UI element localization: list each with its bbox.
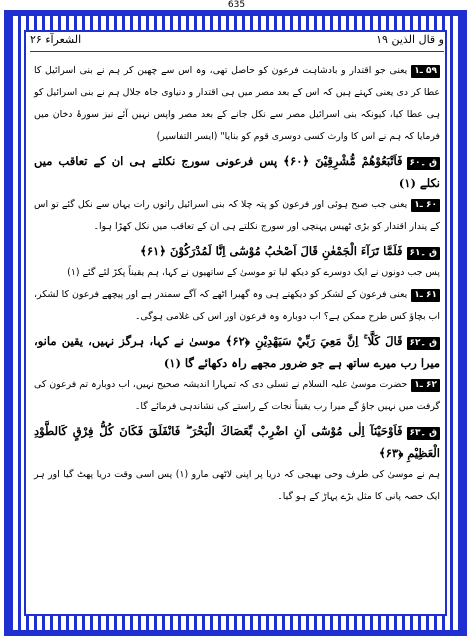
note-tag: ۶۰ ـ۱ — [411, 199, 440, 212]
tafsir-paragraph — [34, 284, 440, 328]
page-content — [34, 60, 440, 508]
paragraph-text: یعنی جو اقتدار و بادشاہت فرعون کو حاصل تھی، وہ اس سے چھین کر ہم نے بنی اسرائیل کا عطا کر دی یعنی کہتے ہیں کہ اس کے بعد مصر میں ہی اقتدار و دنیاوی جاہ جلال ہم نے بنی اسرائیل کو ہی عطا کیا، کیونکہ بنی اسرائیل مصر سے نکل جانے کے بعد مصر واپس نہیں آئے نیز سورۂ دخان میں فرمایا کہ ہم نے اس کا وارث کسی دوسری قوم کو بنایا" (ایسر التفاسیر) — [34, 65, 440, 142]
juz-title: و قال الذین ۱۹ — [376, 33, 444, 46]
verse-tag: ق ۔۶۳ — [407, 427, 440, 440]
ayah-verse — [34, 330, 440, 374]
paragraph-text: پس جب دونوں نے ایک دوسرے کو دیکھ لیا تو موسیٰ کے ساتھیوں نے کہا، ہم یقیناً پکڑ لئے گئے (۱) — [67, 267, 440, 278]
verse-tag: ق ۔۶۰ — [407, 157, 440, 170]
tafsir-paragraph — [34, 374, 440, 418]
verse-text: فَاَتْبَعُوْهُمْ مُّشْرِقِيْنَ ﴿۶۰﴾ پس فرعونی سورج نکلتے ہی ان کے تعاقب میں نکلے (۱) — [34, 154, 440, 190]
translation-paragraph — [34, 464, 440, 508]
verse-tag: ق ۔۶۱ — [407, 247, 440, 260]
note-tag: ۵۹ ـ۱ — [411, 65, 440, 78]
paragraph-text: یعنی فرعون کے لشکر کو دیکھتے ہی وہ گھبرا اٹھے کہ آگے سمندر ہے اور پیچھے فرعون کا لشکر، اب بچاؤ کس طرح ممکن ہے؟ اب دوبارہ وہ فرعون اور اس کی غلامی ہوگی۔ — [34, 289, 440, 322]
ayah-verse — [34, 420, 440, 464]
note-tag: ۶۱ ـ۱ — [411, 289, 440, 302]
paragraph-text: ہم نے موسیٰ کی طرف وحی بھیجی کہ دریا پر اپنی لاٹھی مارو (۱) پس اسی وقت دریا پھٹ گیا اور ہر ایک حصہ پانی کا مثل بڑے پہاڑ کے ہو گیا۔ — [34, 469, 441, 502]
verse-tag: ق ۔۶۲ — [407, 337, 440, 350]
verse-text: فَلَمَّا تَرَآءَ الْجَمْعٰنِ قَالَ اَصْحٰبُ مُوْسٰٓى اِنَّا لَمُدْرَكُوْنَ ﴿۶۱﴾ — [140, 244, 403, 258]
surah-title: الشعرآء ۲۶ — [30, 33, 82, 46]
verse-text: فَاَوْحَيْنَآ اِلٰى مُوْسٰٓى اَنِ اضْرِبْ بِّعَصَاكَ الْبَحْرَ ۖ فَانْفَلَقَ فَكَانَ كُلُّ فِرْقٍ كَالطَّوْدِ الْعَظِيْمِ ﴿۶۳﴾ — [34, 424, 440, 460]
paragraph-text: حضرت موسیٰ علیہ السلام نے تسلی دی کہ تمہارا اندیشہ صحیح نہیں، اب دوبارہ تم فرعون کی گرفت میں نہیں جاؤ گے میرا رب یقیناً نجات کے راستے کی نشاندہی فرمائے گا۔ — [34, 379, 440, 412]
tafsir-paragraph — [34, 194, 440, 238]
note-tag: ۶۲ ـ۱ — [411, 379, 440, 392]
ayah-verse — [34, 150, 440, 194]
header-divider — [30, 51, 444, 52]
translation-paragraph — [34, 262, 440, 284]
verse-text: قَالَ كَلَّا ۚ اِنَّ مَعِيَ رَبِّيْ سَيَهْدِيْنِ ﴿۶۲﴾ موسیٰ نے کہا، ہرگز نہیں، یقین مانو، میرا رب میرے ساتھ ہے جو ضرور مجھے راہ دکھائے گا (۱) — [34, 334, 440, 370]
paragraph-text: یعنی جب صبح ہوئی اور فرعون کو پتہ چلا کہ بنی اسرائیل راتوں رات یہاں سے نکل گئے تو اس کے پندار اقتدار کو بڑی ٹھیس پہنچی اور سورج نکلتے ہی ان کے تعاقب میں نکل کھڑا ہوا۔ — [34, 199, 440, 232]
tafsir-paragraph — [34, 60, 440, 148]
page-header — [30, 31, 444, 51]
ayah-verse — [34, 240, 440, 262]
page-number: 635 — [227, 0, 246, 10]
